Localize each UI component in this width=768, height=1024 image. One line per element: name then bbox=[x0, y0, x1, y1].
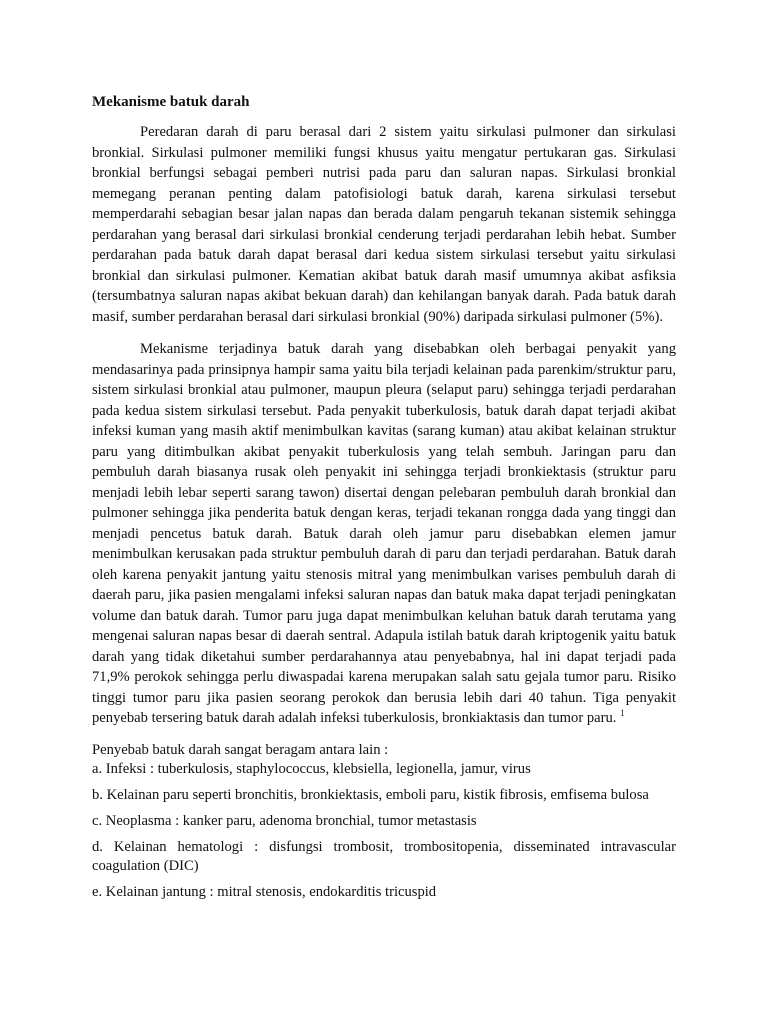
list-item: d. Kelainan hematologi : disfungsi trombosit, trombositopenia, disseminated intravascular coagulation (DIC) bbox=[92, 838, 676, 874]
list-item: a. Infeksi : tuberkulosis, staphylococcus, klebsiella, legionella, jamur, virus bbox=[92, 760, 531, 777]
paragraph-text: Mekanisme terjadinya batuk darah yang disebabkan oleh berbagai penyakit yang mendasarinya pada prinsipnya hampir sama yaitu bila terjadi kelainan pada parenkim/struktur paru, sistem sirkulasi bronkial atau pulmoner, maupun pleura (selaput paru) sehingga terjadi perdarahan pada kedua sistem sirkulasi tersebut. Pada penyakit tuberkulosis, batuk darah dapat terjadi akibat infeksi kuman yang masih aktif menimbulkan kavitas (sarang kuman) atau akibat kelainan struktur paru yang ditimbulkan akibat penyakit tuberkulosis yang telah sembuh. Jaringan paru dan pembuluh darah biasanya rusak oleh penyakit ini sehingga terjadi bronkiektasis (struktur paru menjadi lebih lebar seperti sarang tawon) disertai dengan pelebaran pembuluh darah bronkial dan pulmoner sehingga jika penderita batuk dengan keras, terjadi tekanan rongga dada yang tinggi dan menjadi pencetus batuk darah. Batuk darah oleh jamur paru disebabkan elemen jamur menimbulkan kerusakan pada struktur pembuluh darah di paru dan terjadi perdarahan. Batuk darah oleh karena penyakit jantung yaitu stenosis mitral yang menimbulkan varises pembuluh darah di daerah paru, jika pasien mengalami infeksi saluran napas dan batuk maka dapat terjadi peningkatan volume dan batuk darah. Tumor paru juga dapat menimbulkan keluhan batuk darah terutama yang mengenai saluran napas besar di daerah sentral. Adapula istilah batuk darah kriptogenik yaitu batuk darah yang tidak diketahui sumber perdarahannya atau penyebabnya, hal ini dapat terjadi pada 71,9% perokok sehingga perlu diwaspadai karena merupakan salah satu gejala tumor paru. Risiko tinggi tumor paru jika pasien seorang perokok dan berusia lebih dari 40 tahun. Tiga penyakit penyebab tersering batuk darah adalah infeksi tuberkulosis, bronkiaktasis dan tumor paru. bbox=[92, 341, 676, 726]
section-title: Mekanisme batuk darah bbox=[92, 94, 250, 110]
paragraph-circulation bbox=[92, 122, 676, 327]
list-item: e. Kelainan jantung : mitral stenosis, endokarditis tricuspid bbox=[92, 883, 437, 900]
paragraph-text: Peredaran darah di paru berasal dari 2 sistem yaitu sirkulasi pulmoner dan sirkulasi bronkial. Sirkulasi pulmoner memiliki fungsi khusus yaitu mengatur pertukaran gas. Sirkulasi bronkial berfungsi sebagai pemberi nutrisi pada paru dan saluran napas. Sirkulasi bronkial memegang peranan penting dalam patofisiologi batuk darah, karena sirkulasi tersebut memperdarahi sebagian besar jalan napas dan berada dalam pengaruh tekanan sistemik sehingga perdarahan yang berasal dari sirkulasi bronkial cenderung terjadi perdarahan lebih hebat. Sumber perdarahan pada batuk darah dapat berasal dari kedua sistem sirkulasi tersebut yaitu sirkulasi bronkial dan sirkulasi pulmoner. Kematian akibat batuk darah masif umumnya akibat asfiksia (tersumbatnya saluran napas akibat bekuan darah) dan kehilangan banyak darah. Pada batuk darah masif, sumber perdarahan berasal dari sirkulasi bronkial (90%) daripada sirkulasi pulmoner (5%). bbox=[92, 124, 676, 325]
paragraph-mechanism bbox=[92, 339, 676, 729]
list-intro: Penyebab batuk darah sangat beragam antara lain : bbox=[92, 741, 389, 758]
footnote-reference: 1 bbox=[620, 708, 625, 719]
list-item: c. Neoplasma : kanker paru, adenoma bronchial, tumor metastasis bbox=[92, 812, 477, 829]
causes-list bbox=[92, 760, 676, 902]
list-item: b. Kelainan paru seperti bronchitis, bronkiektasis, emboli paru, kistik fibrosis, emfisema bulosa bbox=[92, 786, 649, 803]
